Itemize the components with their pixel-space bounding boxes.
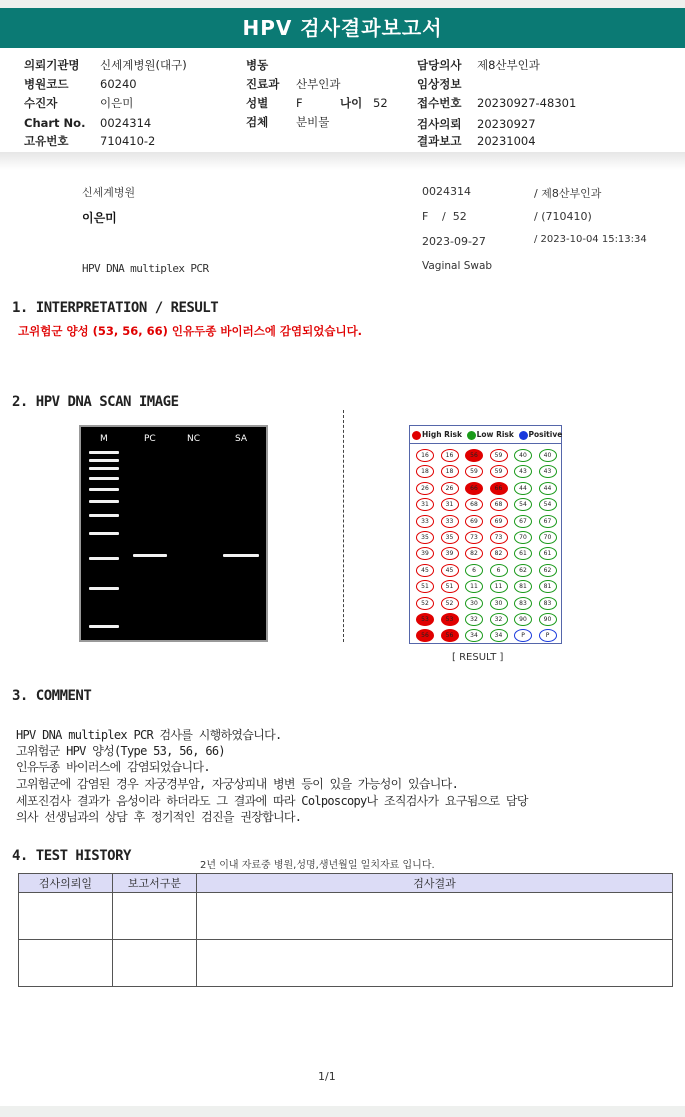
table-cell xyxy=(19,940,113,987)
chip-cell-52: 52 xyxy=(441,597,459,610)
gel-lane-label: SA xyxy=(235,434,248,444)
chip-cell-6: 6 xyxy=(465,564,483,577)
chip-cell-66: 66 xyxy=(490,482,508,495)
chip-cell-44: 44 xyxy=(539,482,557,495)
chip-cell-P: P xyxy=(539,629,557,642)
marker-band xyxy=(89,459,119,462)
table-row xyxy=(19,893,673,940)
marker-band xyxy=(89,625,119,628)
comment-heading: 3. COMMENT xyxy=(12,688,92,704)
chip-cell-31: 31 xyxy=(416,498,434,511)
bottom-strip xyxy=(0,1106,685,1117)
info-age: 나이 52 xyxy=(340,96,388,110)
chip-cell-16: 16 xyxy=(416,449,434,462)
chip-cell-18: 18 xyxy=(441,465,459,478)
chip-cell-26: 26 xyxy=(416,482,434,495)
chip-cell-32: 32 xyxy=(490,613,508,626)
info-request-date: 검사의뢰 20230927 xyxy=(417,117,536,131)
chip-cell-P: P xyxy=(514,629,532,642)
marker-band xyxy=(89,500,119,503)
test-history-heading: 4. TEST HISTORY xyxy=(12,848,131,864)
comment-line: 의사 선생님과의 상담 후 정기적인 검진을 권장합니다. xyxy=(16,810,302,824)
chip-cell-83: 83 xyxy=(539,597,557,610)
gel-lane-label: NC xyxy=(187,434,201,444)
chip-cell-11: 11 xyxy=(465,580,483,593)
hpv-chip-result xyxy=(409,425,562,644)
summary-chart-no: 0024314 xyxy=(422,185,471,198)
comment-line: 세포진검사 결과가 음성이라 하더라도 그 결과에 따라 Colposcopy나 조직검사가 요구됨으로 담당 xyxy=(16,794,528,808)
info-chart-no: Chart No. 0024314 xyxy=(24,116,152,130)
chip-cell-56: 56 xyxy=(465,449,483,462)
header-divider xyxy=(0,152,685,170)
table-cell xyxy=(197,940,673,987)
positive-dot xyxy=(519,431,528,440)
chip-cell-68: 68 xyxy=(465,498,483,511)
chip-cell-18: 18 xyxy=(416,465,434,478)
info-dept: 진료과 산부인과 xyxy=(246,77,341,91)
chip-cell-82: 82 xyxy=(465,547,483,560)
test-history-note: 2년 이내 자료중 병원,성명,생년월일 일치자료 입니다. xyxy=(200,860,435,871)
report-title: HPV 검사결과보고서 xyxy=(0,8,685,48)
info-referral-hospital: 의뢰기관명 신세계병원(대구) xyxy=(24,58,187,72)
table-cell xyxy=(19,893,113,940)
info-ward: 병동 xyxy=(246,58,269,72)
info-patient: 수진자 이은미 xyxy=(24,96,134,110)
col-report-type: 보고서구분 xyxy=(113,874,197,893)
marker-band xyxy=(89,477,119,480)
chip-cell-31: 31 xyxy=(441,498,459,511)
result-text: 고위험군 양성 (53, 56, 66) 인유두종 바이러스에 감염되었습니다. xyxy=(18,324,363,338)
chip-cell-43: 43 xyxy=(514,465,532,478)
chip-cell-34: 34 xyxy=(490,629,508,642)
marker-band xyxy=(89,587,119,590)
chip-cell-62: 62 xyxy=(539,564,557,577)
chip-cell-51: 51 xyxy=(441,580,459,593)
chip-cell-82: 82 xyxy=(490,547,508,560)
chip-cell-68: 68 xyxy=(490,498,508,511)
comment-line: 인유두종 바이러스에 감염되었습니다. xyxy=(16,760,210,774)
result-heading: 1. INTERPRETATION / RESULT xyxy=(12,300,219,316)
table-cell xyxy=(113,940,197,987)
chip-cell-59: 59 xyxy=(490,449,508,462)
chip-cell-45: 45 xyxy=(416,564,434,577)
summary-collect-date: 2023-09-27 xyxy=(422,235,486,248)
chip-cell-69: 69 xyxy=(490,515,508,528)
chip-cell-83: 83 xyxy=(514,597,532,610)
chip-cell-53: 53 xyxy=(416,613,434,626)
chip-cell-39: 39 xyxy=(416,547,434,560)
comment-line: 고위험군에 감염된 경우 자궁경부암, 자궁상피내 병변 등이 있을 가능성이 있습니다. xyxy=(16,777,459,791)
chip-cell-40: 40 xyxy=(514,449,532,462)
chip-cell-67: 67 xyxy=(539,515,557,528)
chip-cell-90: 90 xyxy=(539,613,557,626)
chip-cell-43: 43 xyxy=(539,465,557,478)
chip-cell-11: 11 xyxy=(490,580,508,593)
col-request-date: 검사의뢰일 xyxy=(19,874,113,893)
table-cell xyxy=(197,893,673,940)
high-risk-dot xyxy=(412,431,421,440)
table-header-row xyxy=(19,874,673,893)
top-strip xyxy=(0,0,685,8)
legend-high-risk: High Risk xyxy=(422,430,462,439)
chip-cell-26: 26 xyxy=(441,482,459,495)
summary-test-name: HPV DNA multiplex PCR xyxy=(82,262,209,275)
comment-line: 고위험군 HPV 양성(Type 53, 56, 66) xyxy=(16,744,225,758)
chip-cell-51: 51 xyxy=(416,580,434,593)
test-history-table xyxy=(18,873,673,987)
chip-cell-73: 73 xyxy=(490,531,508,544)
comment-line: HPV DNA multiplex PCR 검사를 시행하였습니다. xyxy=(16,728,282,742)
chip-cell-30: 30 xyxy=(465,597,483,610)
chip-result-label: [ RESULT ] xyxy=(452,652,504,663)
chip-cell-33: 33 xyxy=(416,515,434,528)
chip-cell-56: 56 xyxy=(441,629,459,642)
chip-cell-67: 67 xyxy=(514,515,532,528)
info-clinical: 임상정보 xyxy=(417,77,462,91)
marker-band xyxy=(89,514,119,517)
chip-cell-40: 40 xyxy=(539,449,557,462)
info-doctor: 담당의사 제8산부인과 xyxy=(417,58,540,72)
marker-band xyxy=(89,451,119,454)
chip-cell-66: 66 xyxy=(465,482,483,495)
chip-cell-6: 6 xyxy=(490,564,508,577)
summary-specimen: Vaginal Swab xyxy=(422,260,493,272)
page-number: 1/1 xyxy=(318,1070,336,1083)
info-specimen: 검체 분비물 xyxy=(246,115,330,129)
info-report-date: 결과보고 20231004 xyxy=(417,134,536,148)
summary-hospital: 신세계병원 xyxy=(82,186,136,199)
summary-report-datetime: / 2023-10-04 15:13:34 xyxy=(534,234,647,245)
chip-cell-45: 45 xyxy=(441,564,459,577)
info-sex: 성별 F xyxy=(246,96,303,110)
chip-cell-35: 35 xyxy=(416,531,434,544)
chip-cell-70: 70 xyxy=(539,531,557,544)
gel-electrophoresis-image xyxy=(79,425,268,642)
info-hospital-code: 병원코드 60240 xyxy=(24,77,137,91)
image-divider xyxy=(343,410,344,642)
marker-band xyxy=(89,557,119,560)
chip-cell-62: 62 xyxy=(514,564,532,577)
legend-positive: Positive xyxy=(528,430,563,439)
marker-band xyxy=(89,467,119,470)
chip-cell-39: 39 xyxy=(441,547,459,560)
summary-birth: / (710410) xyxy=(534,210,592,223)
chip-cell-34: 34 xyxy=(465,629,483,642)
scan-image-heading: 2. HPV DNA SCAN IMAGE xyxy=(12,394,179,410)
marker-band xyxy=(89,488,119,491)
chip-cell-59: 59 xyxy=(465,465,483,478)
sa-band xyxy=(223,554,259,557)
chip-cell-61: 61 xyxy=(539,547,557,560)
chip-cell-16: 16 xyxy=(441,449,459,462)
chip-cell-32: 32 xyxy=(465,613,483,626)
low-risk-dot xyxy=(467,431,476,440)
info-accession-no: 접수번호 20230927-48301 xyxy=(417,96,577,110)
table-cell xyxy=(113,893,197,940)
chip-cell-69: 69 xyxy=(465,515,483,528)
gel-lane-label: PC xyxy=(144,434,156,444)
chip-cell-73: 73 xyxy=(465,531,483,544)
summary-dept: / 제8산부인과 xyxy=(534,187,602,200)
col-test-result: 검사결과 xyxy=(197,874,673,893)
chip-cell-52: 52 xyxy=(416,597,434,610)
chip-cell-54: 54 xyxy=(539,498,557,511)
gel-lane-label: M xyxy=(100,434,108,444)
chip-cell-81: 81 xyxy=(539,580,557,593)
chip-cell-30: 30 xyxy=(490,597,508,610)
chip-cell-53: 53 xyxy=(441,613,459,626)
chip-cell-54: 54 xyxy=(514,498,532,511)
info-unique-no: 고유번호 710410-2 xyxy=(24,134,156,148)
chip-cell-90: 90 xyxy=(514,613,532,626)
pc-band xyxy=(133,554,167,557)
chip-cell-61: 61 xyxy=(514,547,532,560)
summary-sex: F xyxy=(422,210,429,223)
legend-low-risk: Low Risk xyxy=(476,430,514,439)
table-row xyxy=(19,940,673,987)
summary-patient: 이은미 xyxy=(82,211,117,225)
chip-cell-59: 59 xyxy=(490,465,508,478)
chip-cell-35: 35 xyxy=(441,531,459,544)
chip-cell-70: 70 xyxy=(514,531,532,544)
chip-cell-33: 33 xyxy=(441,515,459,528)
chip-cell-56: 56 xyxy=(416,629,434,642)
summary-age: / 52 xyxy=(442,210,467,223)
chip-legend xyxy=(410,426,561,444)
chip-cell-44: 44 xyxy=(514,482,532,495)
marker-band xyxy=(89,532,119,535)
chip-cell-81: 81 xyxy=(514,580,532,593)
